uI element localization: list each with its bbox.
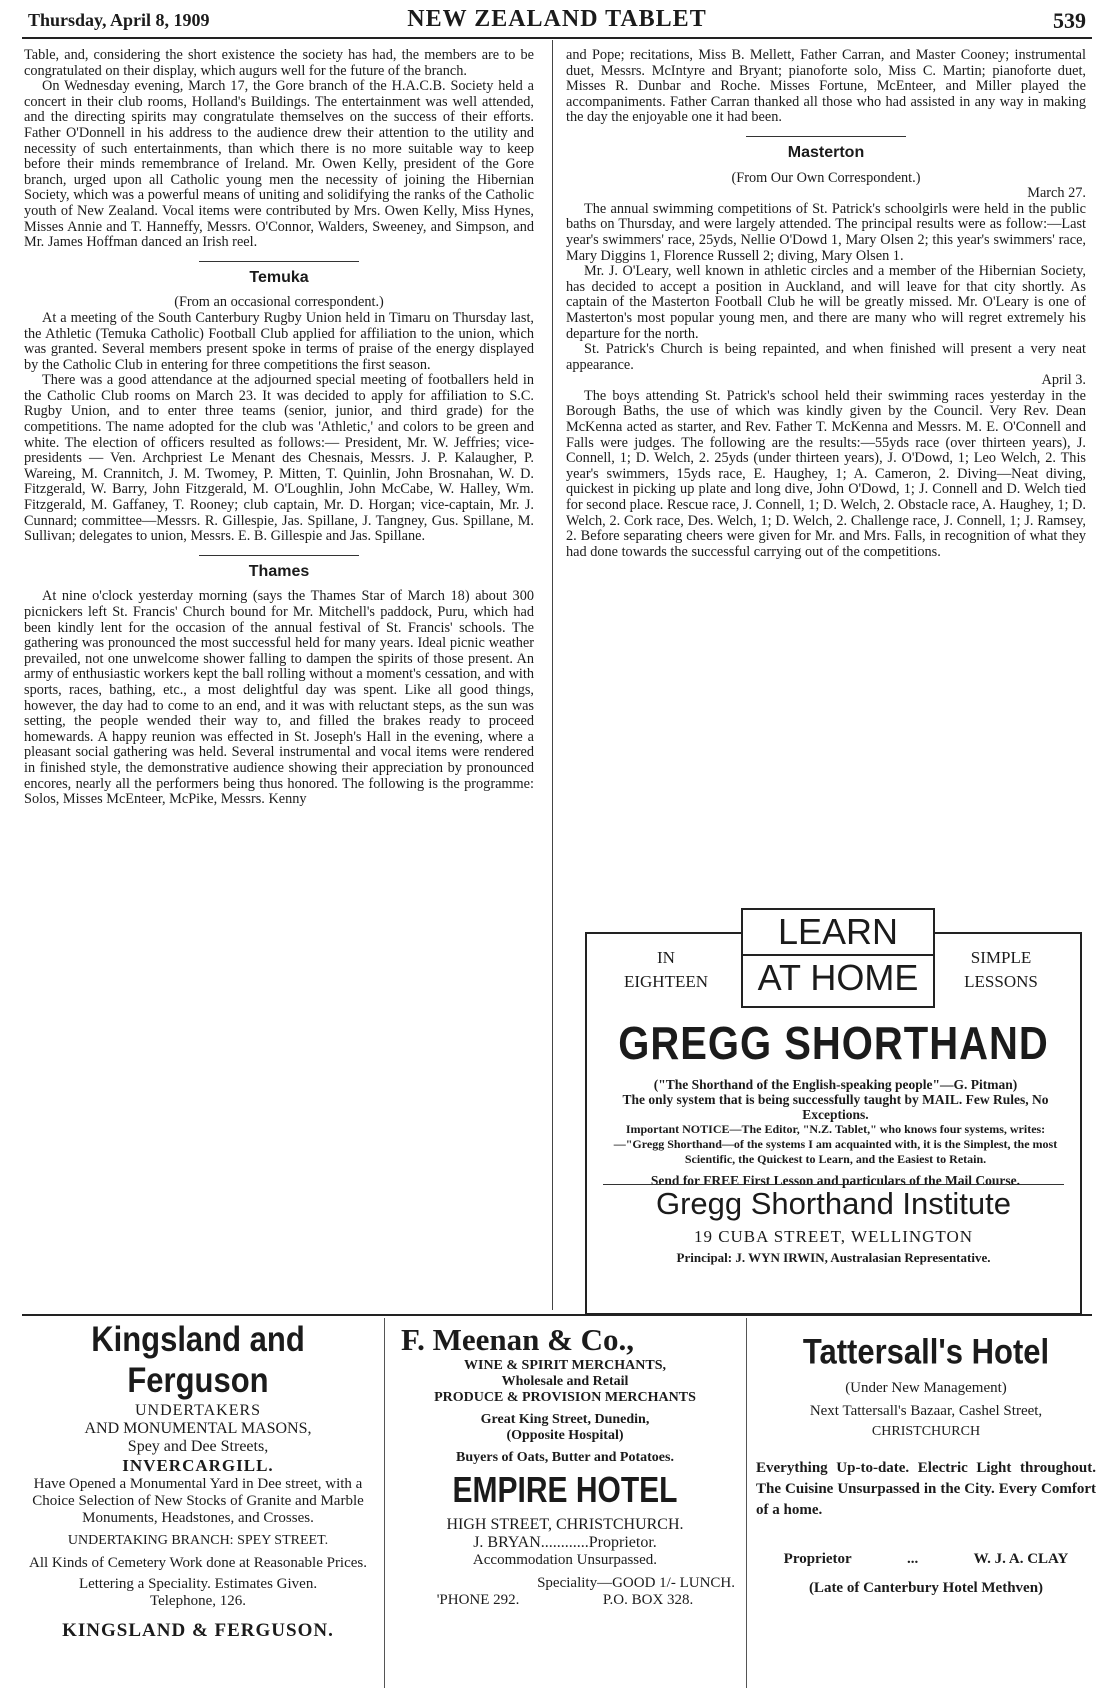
dateline: March 27. — [1027, 185, 1086, 202]
at-home-text: AT HOME — [757, 957, 919, 998]
column-divider — [552, 40, 553, 1310]
tattersall-line: (Under New Management) — [845, 1380, 1007, 1396]
empire-line: HIGH STREET, CHRISTCHURCH. — [446, 1516, 684, 1533]
gregg-principal: Principal: J. WYN IRWIN, Australasian Representative. — [676, 1250, 991, 1265]
gregg-title: GREGG SHORTHAND — [618, 1018, 1049, 1070]
section-heading-thames: Thames — [248, 562, 310, 580]
tattersall-proprietor — [756, 1551, 1096, 1568]
section-rule — [746, 136, 906, 137]
kingsland-footer: KINGSLAND & FERGUSON. — [62, 1620, 334, 1641]
correspondent-line: (From Our Own Correspondent.) — [731, 169, 921, 186]
gregg-body — [601, 1077, 1070, 1188]
left-column — [24, 48, 534, 808]
section-rule — [199, 261, 359, 262]
gregg-institute: Gregg Shorthand Institute — [655, 1186, 1011, 1221]
kingsland-line: AND MONUMENTAL MASONS, — [84, 1420, 312, 1437]
article-paragraph: The boys attending St. Patrick's school held their swimming races yesterday in the Borough Baths, the use of which was kindly given by the Council. Very Rev. Dean McKenna acted as starter, and Rev. Father T. McKenna and Messrs. M. E. O'Connell and Falls were judges. The following are the results:—55yds race (over thirteen years), J. Connell, 1; D. Welch, 2. 25yds (under thirteen years), J. O'Dowd, 1; Leo Welch, 2. This year's swimmers, 15yds race, E. Haughey, 1; A. Cameron, 2. Diving—Neat diving, quickest in picking up plate and long dive, John O'Dowd, 1; J. Connell and D. Welch tied for second place. Rescue race, J. Connell, 1; D. Welch, 2. Obstacle race, A. Haughey, 1; D. Welch, 2. Cork race, Des. Welch, 1; D. Welch, 2. Challenge race, J. Connell, 1; J. Ramsey, 2. Before separating cheers were given for Mr. and Mrs. Falls, in recognition of what they had done towards the successful carrying out of the competitions. — [566, 387, 1086, 560]
page-number: 539 — [1053, 8, 1086, 33]
header-rule — [22, 37, 1092, 39]
learn-at-home-box — [741, 908, 935, 1008]
kingsland-line: Spey and Dee Streets, — [127, 1438, 269, 1455]
article-paragraph: Mr. J. O'Leary, well known in athletic circles and a member of the Hibernian Society, has decided to accept a position in Auckland, and will leave for that city shortly. As captain of the Masterton Football Club he will be greatly missed. Mr. O'Leary is one of Masterton's most popular young men, and there are many who will regret extremely his departure for the north. — [566, 263, 1086, 342]
kingsland-title: Kingsland and Ferguson — [91, 1318, 305, 1401]
meenan-title: F. Meenan & Co., — [401, 1322, 635, 1357]
article-paragraph: Table, and, considering the short existence the society has had, the members are to be congratulated on their display, which augurs well for the future of the branch. — [24, 47, 534, 79]
page-header — [28, 4, 1086, 34]
tattersalls-hotel-ad — [756, 1320, 1096, 1597]
empire-phone: 'PHONE 292. — [436, 1592, 520, 1608]
empire-line: J. BRYAN............Proprietor. — [473, 1534, 657, 1551]
article-paragraph: At nine o'clock yesterday morning (says the Thames Star of March 18) about 300 picnickers left St. Francis' Church bound for Mr. Mitchell's paddock, Puru, which had been kindly lent for the occasion of the annual festival of St. Francis' schools. The gathering was pronounced the most successful held for many years. Ideal picnic weather prevailed, not one unwelcome shower falling to dampen the spirits of those present. An army of enthusiastic workers kept the ball rolling without a moment's cessation, and with sports, races, bathing, etc., a most delightful day was spent. Like all good things, however, the day had to come to an end, and it was with reluctant steps, as the sun was setting, the people wended their way to, and filled the brakes ready to proceed homewards. A happy reunion was effected in St. Joseph's Hall in the evening, where a pleasant social gathering was held. Several instrumental and vocal items were rendered in finished style, the demonstrative audience showing their appreciation by pronounced encores, nearly all the performers being thus honored. The following is the programme: Solos, Misses McEnteer, McPike, Messrs. Kenny — [24, 588, 535, 808]
tattersall-line: Everything Up-to-date. Electric Light throughout. The Cuisine Unsurpassed in the City. Every Comfort of a home. — [756, 1460, 1096, 1518]
simple-lessons — [936, 946, 1066, 994]
ad-divider — [384, 1318, 385, 1688]
ads-rule — [22, 1314, 1092, 1316]
masthead-title: NEW ZEALAND TABLET — [407, 6, 707, 32]
article-paragraph: At a meeting of the South Canterbury Rugby Union held in Timaru on Thursday last, the Athletic (Temuka Catholic) Football Club applied for affiliation to the union, which was granted. Several members present spoke in terms of praise of the energy displayed by the Catholic Club in entering for three competitions the first season. — [24, 309, 534, 373]
tattersall-city: CHRISTCHURCH — [871, 1424, 981, 1439]
gregg-quote: ("The Shorthand of the English-speaking people"—G. Pitman) — [653, 1077, 1018, 1092]
empire-line: Speciality—GOOD 1/- LUNCH. — [537, 1575, 735, 1591]
correspondent-line: (From an occasional correspondent.) — [174, 294, 384, 311]
empire-contact — [395, 1592, 735, 1609]
gregg-shorthand-ad — [585, 911, 1082, 1315]
meenan-empire-ad — [395, 1320, 735, 1609]
kingsland-line: Have Opened a Monumental Yard in Dee street, with a Choice Selection of New Stocks of Granite and Marble Monuments, Headstones, and Crosses. — [32, 1476, 364, 1526]
kingsland-ferguson-ad — [26, 1320, 370, 1642]
right-column — [566, 48, 1086, 560]
article-paragraph: and Pope; recitations, Miss B. Mellett, Father Carran, and Master Cooney; instrumental duet, Messrs. McIntyre and Bryant; pianoforte solo, Miss C. Martin; pianoforte duet, Misses R. Dunbar and Roche. Misses Fortune, McEnteer, and Miller played the accompaniments. Father Carran thanked all those who had assisted in any way in making the day the enjoyable one it had been. — [566, 47, 1086, 126]
gregg-offer: Send for FREE First Lesson and particulars of the Mail Course. — [650, 1173, 1021, 1188]
section-rule — [199, 555, 359, 556]
kingsland-line: UNDERTAKING BRANCH: SPEY STREET. — [67, 1533, 329, 1548]
proprietor-name: W. J. A. CLAY — [973, 1551, 1069, 1567]
simple-text: SIMPLE — [970, 948, 1032, 967]
dateline: April 3. — [1041, 372, 1086, 389]
gregg-line: The only system that is being successfully taught by MAIL. Few Rules, No Exceptions. — [622, 1092, 1049, 1122]
proprietor-dots: ... — [907, 1551, 919, 1567]
meenan-line: WINE & SPIRIT MERCHANTS, — [464, 1358, 666, 1373]
tattersall-line: (Late of Canterbury Hotel Methven) — [808, 1580, 1044, 1596]
kingsland-line: Telephone, 126. — [149, 1593, 246, 1609]
in-eighteen — [601, 946, 731, 994]
tattersall-line: Next Tattersall's Bazaar, Cashel Street, — [809, 1403, 1043, 1419]
gregg-notice: Important NOTICE—The Editor, "N.Z. Tablet," who knows four systems, writes:—"Gregg Shorthand—of the systems I am acquainted with, it is the Simplest, the most Scientific, the Quickest to Learn, and the Easiest to Retain. — [613, 1122, 1058, 1166]
article-paragraph: St. Patrick's Church is being repainted, and when finished will present a very neat appearance. — [566, 341, 1086, 373]
meenan-line: PRODUCE & PROVISION MERCHANTS — [434, 1390, 696, 1405]
kingsland-line: UNDERTAKERS — [134, 1402, 262, 1419]
tattersall-title: Tattersall's Hotel — [802, 1331, 1050, 1372]
empire-title: EMPIRE HOTEL — [452, 1470, 678, 1511]
meenan-line: Wholesale and Retail — [501, 1374, 629, 1389]
eighteen-text: EIGHTEEN — [623, 972, 709, 991]
meenan-line: (Opposite Hospital) — [506, 1428, 624, 1443]
issue-date: Thursday, April 8, 1909 — [28, 10, 210, 30]
section-heading-temuka: Temuka — [249, 268, 309, 286]
article-paragraph: There was a good attendance at the adjourned special meeting of footballers held in the Catholic Club rooms on March 23. It was decided to apply for affiliation to S.C. Rugby Union, and to enter three teams (senior, junior, and third grade) for the competitions. The name adopted for the club was 'Athletic,' and colors to be green and white. The election of officers resulted as follows:— President, Mr. W. Jeffries; vice-presidents — Ven. Archpriest Le Menant des Chesnais, Messrs. J. P. Kalaugher, P. Wareing, M. Crannitch, J. M. Twomey, P. Mitten, T. Quinlin, John Brosnahan, W. D. Fitzgerald, W. Barry, John Fitzgerald, M. O'Loughlin, John McCabe, W. Halley, Wm. Fitzgerald, M. Gaffaney, T. Rooney; club captain, Mr. D. Horgan; vice-captain, Mr. J. Cunnard; committee—Messrs. R. Gillespie, Jas. Spillane, J. Tangney, Gus. Spillane, M. Sullivan; delegates to union, Messrs. E. B. Gillespie and Jas. Spillane. — [24, 372, 534, 545]
ad-divider — [746, 1318, 747, 1688]
meenan-line: Buyers of Oats, Butter and Potatoes. — [456, 1450, 674, 1465]
kingsland-line: All Kinds of Cemetery Work done at Reasonable Prices. — [28, 1555, 368, 1571]
article-paragraph: On Wednesday evening, March 17, the Gore branch of the H.A.C.B. Society held a concert in their club rooms, Holland's Buildings. The entertainment was well attended, and the directing spirits may congratulate themselves on the success of their efforts. Father O'Donnell in his address to the audience drew their attention to the utility and necessity of such entertainments, than which there is no more suitable way to keep before their minds remembrance of Ireland. Mr. Owen Kelly, president of the Gore branch, urged upon all Catholic young men the necessity of joining the Hibernian Society, which was a powerful means of uniting and solidifying the ranks of the Catholic youth of New Zealand. Vocal items were contributed by Mrs. Owen Kelly, Miss Hynes, Misses Annie and T. Hanneffy, Messrs. O'Connor, Walders, Sweeney, and Simpson, and Mr. James Hoffman danced an Irish reel. — [24, 78, 534, 251]
kingsland-city: INVERCARGILL. — [122, 1456, 274, 1475]
section-heading-masterton: Masterton — [787, 143, 865, 161]
empire-box: P.O. BOX 328. — [602, 1592, 694, 1608]
lessons-text: LESSONS — [964, 972, 1038, 991]
kingsland-line: Lettering a Speciality. Estimates Given. — [78, 1576, 318, 1592]
gregg-rule — [603, 1184, 1064, 1185]
learn-text: LEARN — [743, 910, 933, 956]
article-paragraph: The annual swimming competitions of St. Patrick's schoolgirls were held in the public baths on Thursday, and were largely attended. The principal results were as follow:—Last year's swimmers' race, 25yds, Nellie O'Dowd 1, Mary Olsen 2; this year's swimmers' race, Mary Diggins 1, Florence Russell 2; diving, Mary Olsen 1. — [566, 200, 1086, 264]
in-text: IN — [657, 948, 675, 967]
empire-line: Accommodation Unsurpassed. — [472, 1552, 658, 1568]
gregg-address: 19 CUBA STREET, WELLINGTON — [693, 1227, 974, 1246]
proprietor-label: Proprietor — [783, 1551, 852, 1567]
meenan-line: Great King Street, Dunedin, — [480, 1412, 650, 1427]
